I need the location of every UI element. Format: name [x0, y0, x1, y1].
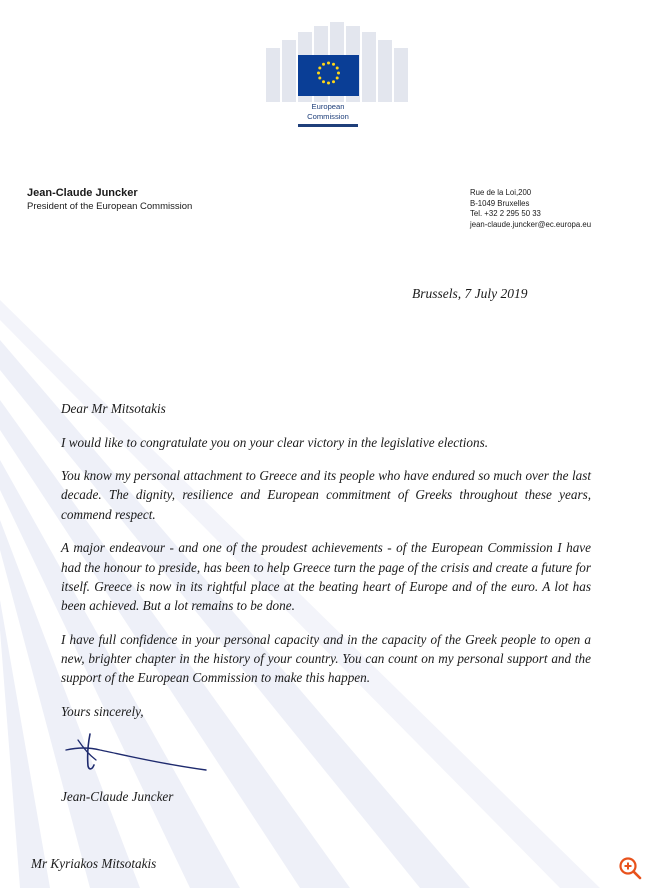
zoom-button[interactable] — [617, 855, 643, 881]
signature — [60, 730, 210, 780]
letter-body — [61, 399, 591, 736]
sender-title: President of the European Commission — [27, 201, 193, 212]
paragraph: I have full confidence in your personal capacity and in the capacity of the Greek people to open a new, brighter chapter in the history of your country. You can count on my personal support and the support of the European Commission to make this happen. — [61, 631, 591, 686]
letter-date: Brussels, 7 July 2019 — [412, 286, 528, 301]
signer-name: Jean-Claude Juncker — [61, 789, 174, 804]
sender-block — [27, 186, 192, 213]
ec-building-icon — [264, 22, 414, 102]
eu-flag-icon — [298, 55, 359, 96]
paragraph: I would like to congratulate you on your clear victory in the legislative elections. — [61, 434, 489, 450]
zoom-in-icon — [617, 855, 643, 881]
sender-name: Jean-Claude Juncker — [27, 187, 138, 199]
ec-logo — [264, 22, 414, 130]
address-street: Rue de la Loi,200 — [470, 188, 532, 197]
address-city: B-1049 Bruxelles — [470, 198, 530, 208]
address-block — [470, 188, 591, 230]
logo-caption: European Commission — [307, 102, 349, 121]
address-phone: Tel. +32 2 295 50 33 — [470, 209, 541, 218]
paragraph: A major endeavour - and one of the proudest achievements - of the European Commission I have had the honour to preside, has been to help Greece turn the page of the crisis and create a future for itself. Greece is now in its rightful place at the beating heart of Europe and of the euro. A lot has been achieved. But a lot remains to be done. — [61, 540, 591, 614]
closing: Yours sincerely, — [61, 704, 144, 720]
salutation: Dear Mr Mitsotakis — [61, 401, 166, 416]
logo-rule — [298, 124, 358, 127]
paragraph: You know my personal attachment to Greece and its people who have endured so much over the last decade. The dignity, resilience and European commitment of Greeks throughout these years, commend respect. — [61, 468, 591, 522]
recipient-name: Mr Kyriakos Mitsotakis — [31, 856, 157, 871]
address-email: jean-claude.juncker@ec.europa.eu — [470, 219, 592, 229]
